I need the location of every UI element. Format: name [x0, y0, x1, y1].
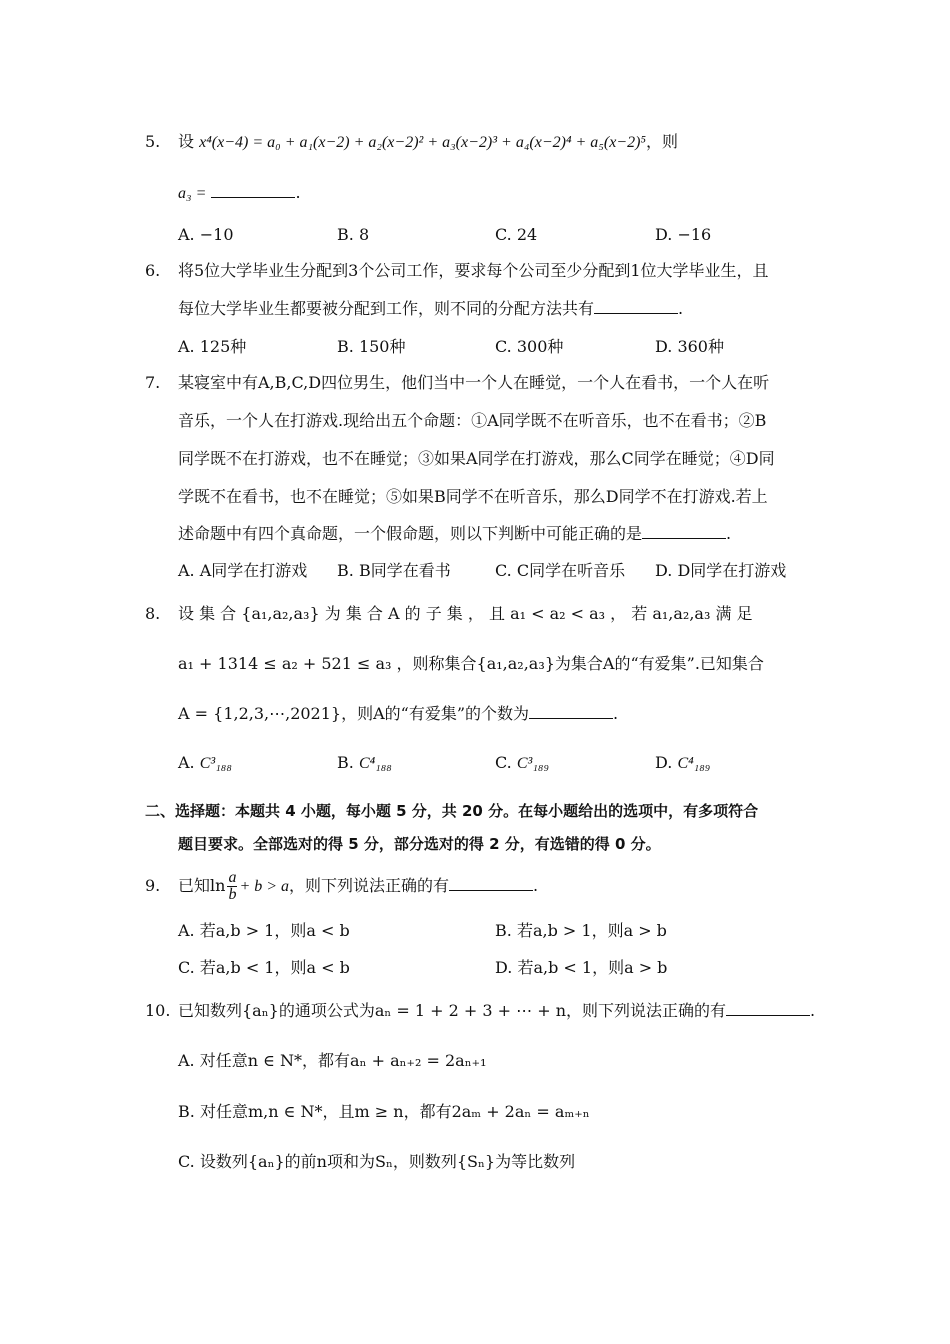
q9-option-c: C. 若a,b < 1，则a < b	[178, 958, 350, 977]
q5-stem-line1	[178, 131, 678, 154]
q7-number: 7.	[145, 373, 161, 392]
q8-option-b: B. C⁴₁₈₈	[337, 753, 392, 772]
q7-answer-blank	[642, 524, 726, 539]
q8-option-a: A. C³₁₈₈	[178, 753, 232, 772]
q9-option-a: A. 若a,b > 1，则a < b	[178, 921, 350, 940]
q9-option-b: B. 若a,b > 1，则a > b	[495, 921, 667, 940]
q10-line1: 已知数列{aₙ}的通项公式为aₙ = 1 + 2 + 3 + ⋯ + n，则下列说法正确的有 .	[178, 1001, 816, 1020]
q9-fraction: $\frac{a}{b}$	[228, 869, 237, 903]
q9-answer-blank	[449, 876, 533, 891]
q9-option-d: D. 若a,b < 1，则a > b	[495, 958, 668, 977]
q10-number: 10.	[145, 1001, 171, 1020]
q6-option-d: D. 360种	[655, 337, 724, 356]
q7-option-d: D. D同学在打游戏	[655, 561, 787, 580]
q5-tail: ，则	[645, 132, 678, 151]
q9-number: 9.	[145, 876, 161, 895]
q7-line3: 同学既不在打游戏，也不在睡觉；③如果A同学在打游戏，那么C同学在睡觉；④D同	[178, 449, 775, 468]
q5-option-b: B. 8	[337, 225, 370, 244]
q6-line1: 将5位大学毕业生分配到3个公司工作，要求每个公司至少分配到1位大学毕业生，且	[178, 261, 769, 280]
q5-option-a: A. −10	[178, 225, 234, 244]
q6-answer-blank	[594, 299, 678, 314]
q8-option-d: D. C⁴₁₈₉	[655, 753, 711, 772]
q6-line2: 每位大学毕业生都要被分配到工作，则不同的分配方法共有 .	[178, 299, 684, 318]
q9-stem: 已知ln $\frac{a}{b}$ + b > a，则下列说法正确的有 .	[178, 869, 539, 903]
q10-option-b: B. 对任意m,n ∈ N*，且m ≥ n，都有2aₘ + 2aₙ = aₘ₊ₙ	[178, 1102, 590, 1121]
q10-option-c: C. 设数列{aₙ}的前n项和为Sₙ，则数列{Sₙ}为等比数列	[178, 1152, 576, 1171]
q6-option-a: A. 125种	[178, 337, 247, 356]
section-2-heading: 二、选择题：本题共 4 小题，每小题 5 分，共 20 分。在每小题给出的选项中，有多项符合	[145, 802, 759, 820]
q5-ask: a₃ =	[178, 185, 207, 202]
q9-ln: ln	[210, 876, 226, 895]
q8-number: 8.	[145, 604, 161, 623]
q5-ask-line: a₃ = .	[178, 183, 301, 202]
q5-formula: x⁴(x−4) = a₀ + a₁(x−2) + a₂(x−2)² + a₃(x−2)³ + a₄(x−2)⁴ + a₅(x−2)⁵	[199, 134, 646, 151]
q8-answer-blank	[529, 704, 613, 719]
q8-line3: A = {1,2,3,⋯,2021}，则A的“有爱集”的个数为 .	[178, 704, 619, 723]
q9-tail: ，则下列说法正确的有	[289, 876, 450, 895]
q7-option-b: B. B同学在看书	[337, 561, 451, 580]
q5-option-d: D. −16	[655, 225, 712, 244]
q10-option-a: A. 对任意n ∈ N*，都有aₙ + aₙ₊₂ = 2aₙ₊₁	[178, 1051, 487, 1070]
q7-line5: 述命题中有四个真命题，一个假命题，则以下判断中可能正确的是 .	[178, 524, 732, 543]
q7-option-a: A. A同学在打游戏	[178, 561, 308, 580]
q9-lead: 已知	[178, 876, 211, 895]
q10-answer-blank	[726, 1001, 810, 1016]
q6-number: 6.	[145, 261, 161, 280]
section-2-instructions: 题目要求。全部选对的得 5 分，部分选对的得 2 分，有选错的得 0 分。	[178, 835, 661, 853]
q5-option-c: C. 24	[495, 225, 538, 244]
q7-line2: 音乐，一个人在打游戏.现给出五个命题：①A同学既不在听音乐，也不在看书；②B	[178, 411, 767, 430]
q8-line2: a₁ + 1314 ≤ a₂ + 521 ≤ a₃ ，则称集合{a₁,a₂,a₃}为集合A的“有爱集”.已知集合	[178, 654, 764, 673]
q5-lead: 设	[178, 132, 195, 151]
q7-line1: 某寝室中有A,B,C,D四位男生，他们当中一个人在睡觉，一个人在看书，一个人在听	[178, 373, 770, 392]
q7-line4: 学既不在看书，也不在睡觉；⑤如果B同学不在听音乐，那么D同学不在打游戏.若上	[178, 487, 768, 506]
q6-option-c: C. 300种	[495, 337, 564, 356]
q8-line1: 设 集 合 {a₁,a₂,a₃} 为 集 合 A 的 子 集 ， 且 a₁ < a₂ < a₃ ， 若 a₁,a₂,a₃ 满 足	[178, 604, 753, 623]
q5-answer-blank	[211, 183, 295, 198]
q8-option-c: C. C³₁₈₉	[495, 753, 550, 772]
q9-inequality: + b > a	[239, 878, 290, 895]
q5-number: 5.	[145, 132, 161, 151]
q6-option-b: B. 150种	[337, 337, 406, 356]
q7-option-c: C. C同学在听音乐	[495, 561, 626, 580]
